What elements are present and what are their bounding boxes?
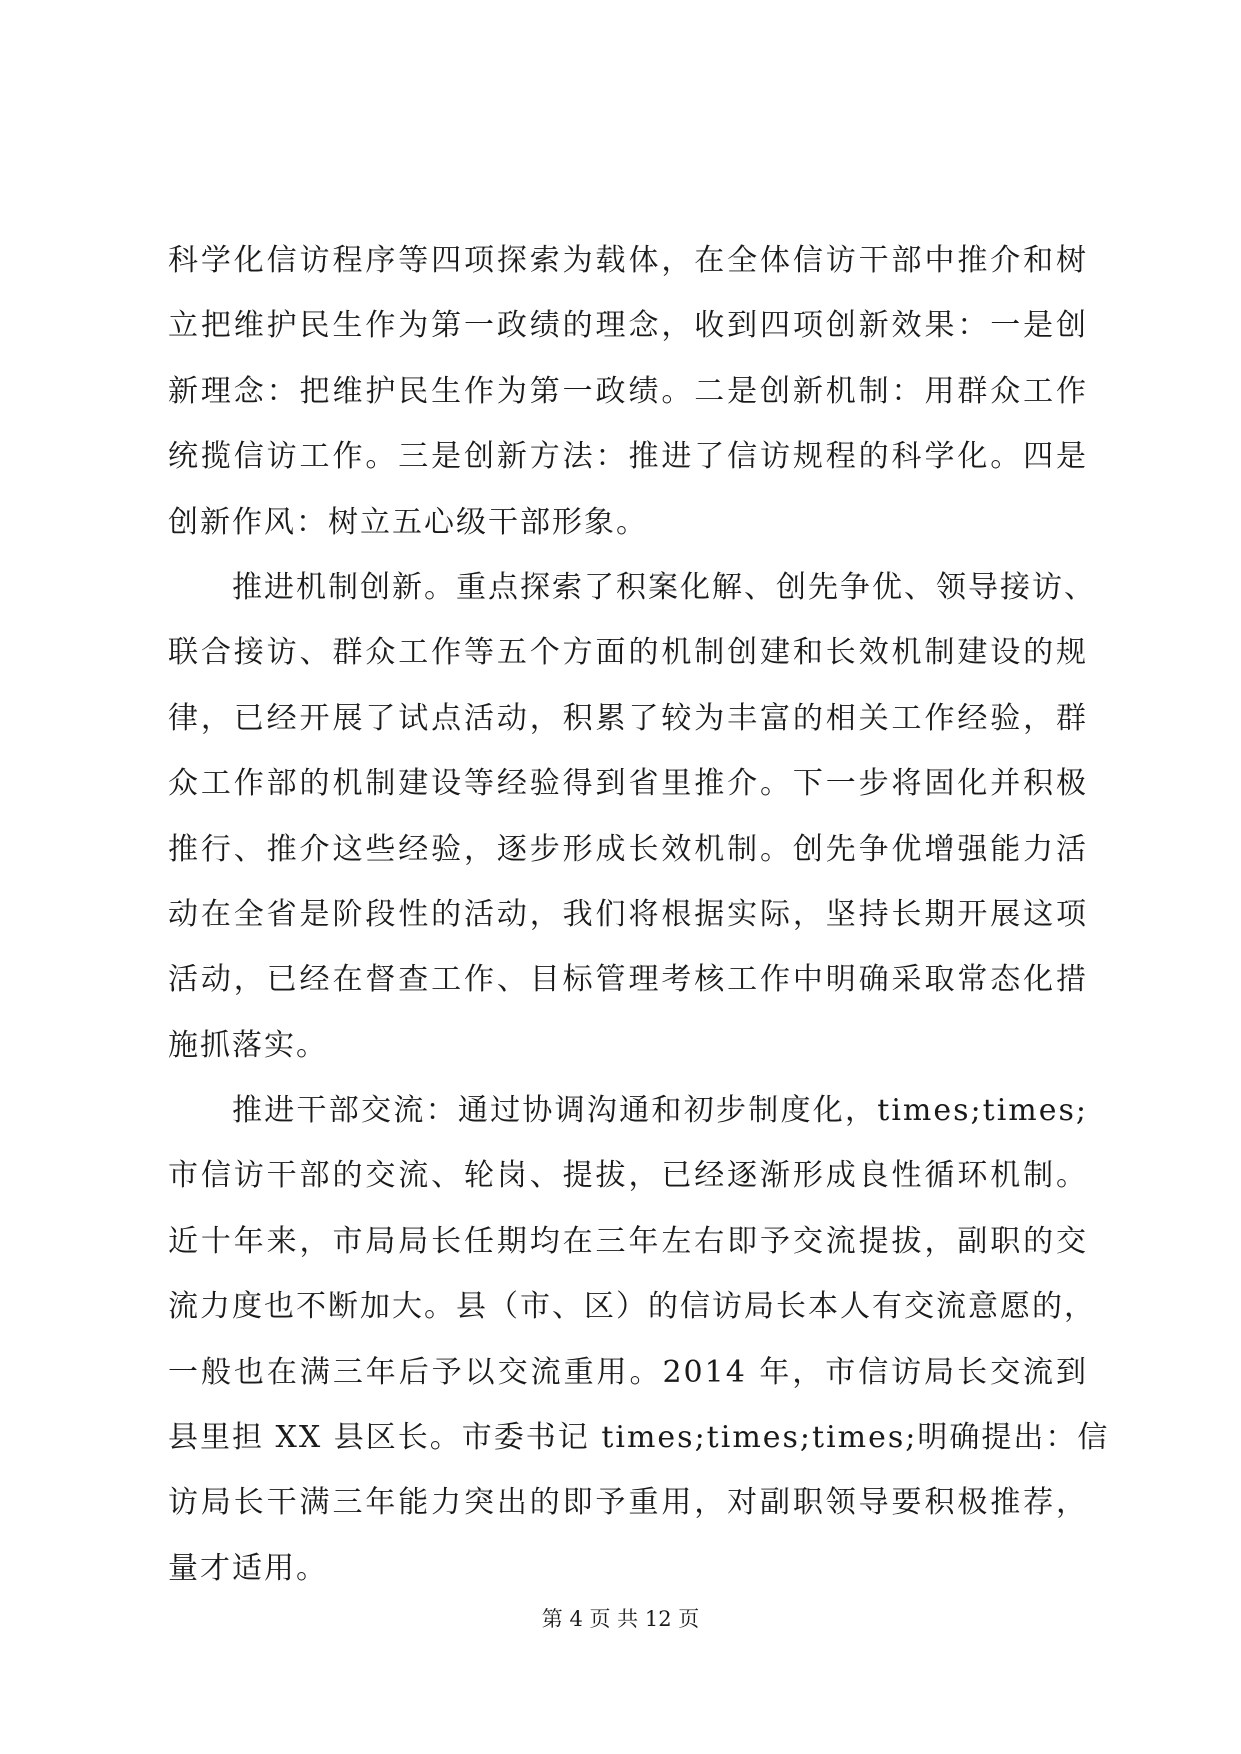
document-body <box>168 228 1110 1601</box>
page-number-footer: 第 4 页 共 12 页 <box>541 1607 700 1631</box>
paragraph <box>168 555 1096 1078</box>
text-line: 推行、推介这些经验，逐步形成长效机制。创先争优增强能力活 <box>168 831 1088 867</box>
text-line: 动在全省是阶段性的活动，我们将根据实际，坚持长期开展这项 <box>168 896 1088 932</box>
text-line: 访局长干满三年能力突出的即予重用，对副职领导要积极推荐， <box>168 1485 1088 1521</box>
text-line: 律，已经开展了试点活动，积累了较为丰富的相关工作经验，群 <box>168 700 1088 736</box>
text-line: 众工作部的机制建设等经验得到省里推介。下一步将固化并积极 <box>168 766 1088 802</box>
paragraph <box>168 1078 1110 1601</box>
text-line: 统揽信访工作。三是创新方法：推进了信访规程的科学化。四是 <box>168 439 1088 475</box>
paragraph <box>168 228 1088 555</box>
text-line: 量才适用。 <box>168 1550 328 1586</box>
text-line: 施抓落实。 <box>168 1027 328 1063</box>
text-line: 流力度也不断加大。县（市、区）的信访局长本人有交流意愿的， <box>168 1289 1096 1325</box>
text-line: 联合接访、群众工作等五个方面的机制创建和长效机制建设的规 <box>168 635 1088 671</box>
text-line: 创新作风：树立五心级干部形象。 <box>168 504 648 540</box>
text-line: 推进干部交流：通过协调沟通和初步制度化，times;times; <box>232 1093 1088 1129</box>
text-line: 立把维护民生作为第一政绩的理念，收到四项创新效果：一是创 <box>168 308 1088 344</box>
text-line: 近十年来，市局局长任期均在三年左右即予交流提拔，副职的交 <box>168 1223 1088 1259</box>
text-line: 县里担 XX 县区长。市委书记 times;times;times;明确提出：信 <box>168 1420 1110 1456</box>
text-line: 一般也在满三年后予以交流重用。2014 年，市信访局长交流到 <box>168 1354 1088 1390</box>
text-line: 市信访干部的交流、轮岗、提拔，已经逐渐形成良性循环机制。 <box>168 1158 1088 1194</box>
text-line: 推进机制创新。重点探索了积案化解、创先争优、领导接访、 <box>232 569 1096 605</box>
text-line: 活动，已经在督查工作、目标管理考核工作中明确采取常态化措 <box>168 962 1088 998</box>
text-line: 新理念：把维护民生作为第一政绩。二是创新机制：用群众工作 <box>168 373 1088 409</box>
text-line: 科学化信访程序等四项探索为载体，在全体信访干部中推介和树 <box>168 243 1088 278</box>
